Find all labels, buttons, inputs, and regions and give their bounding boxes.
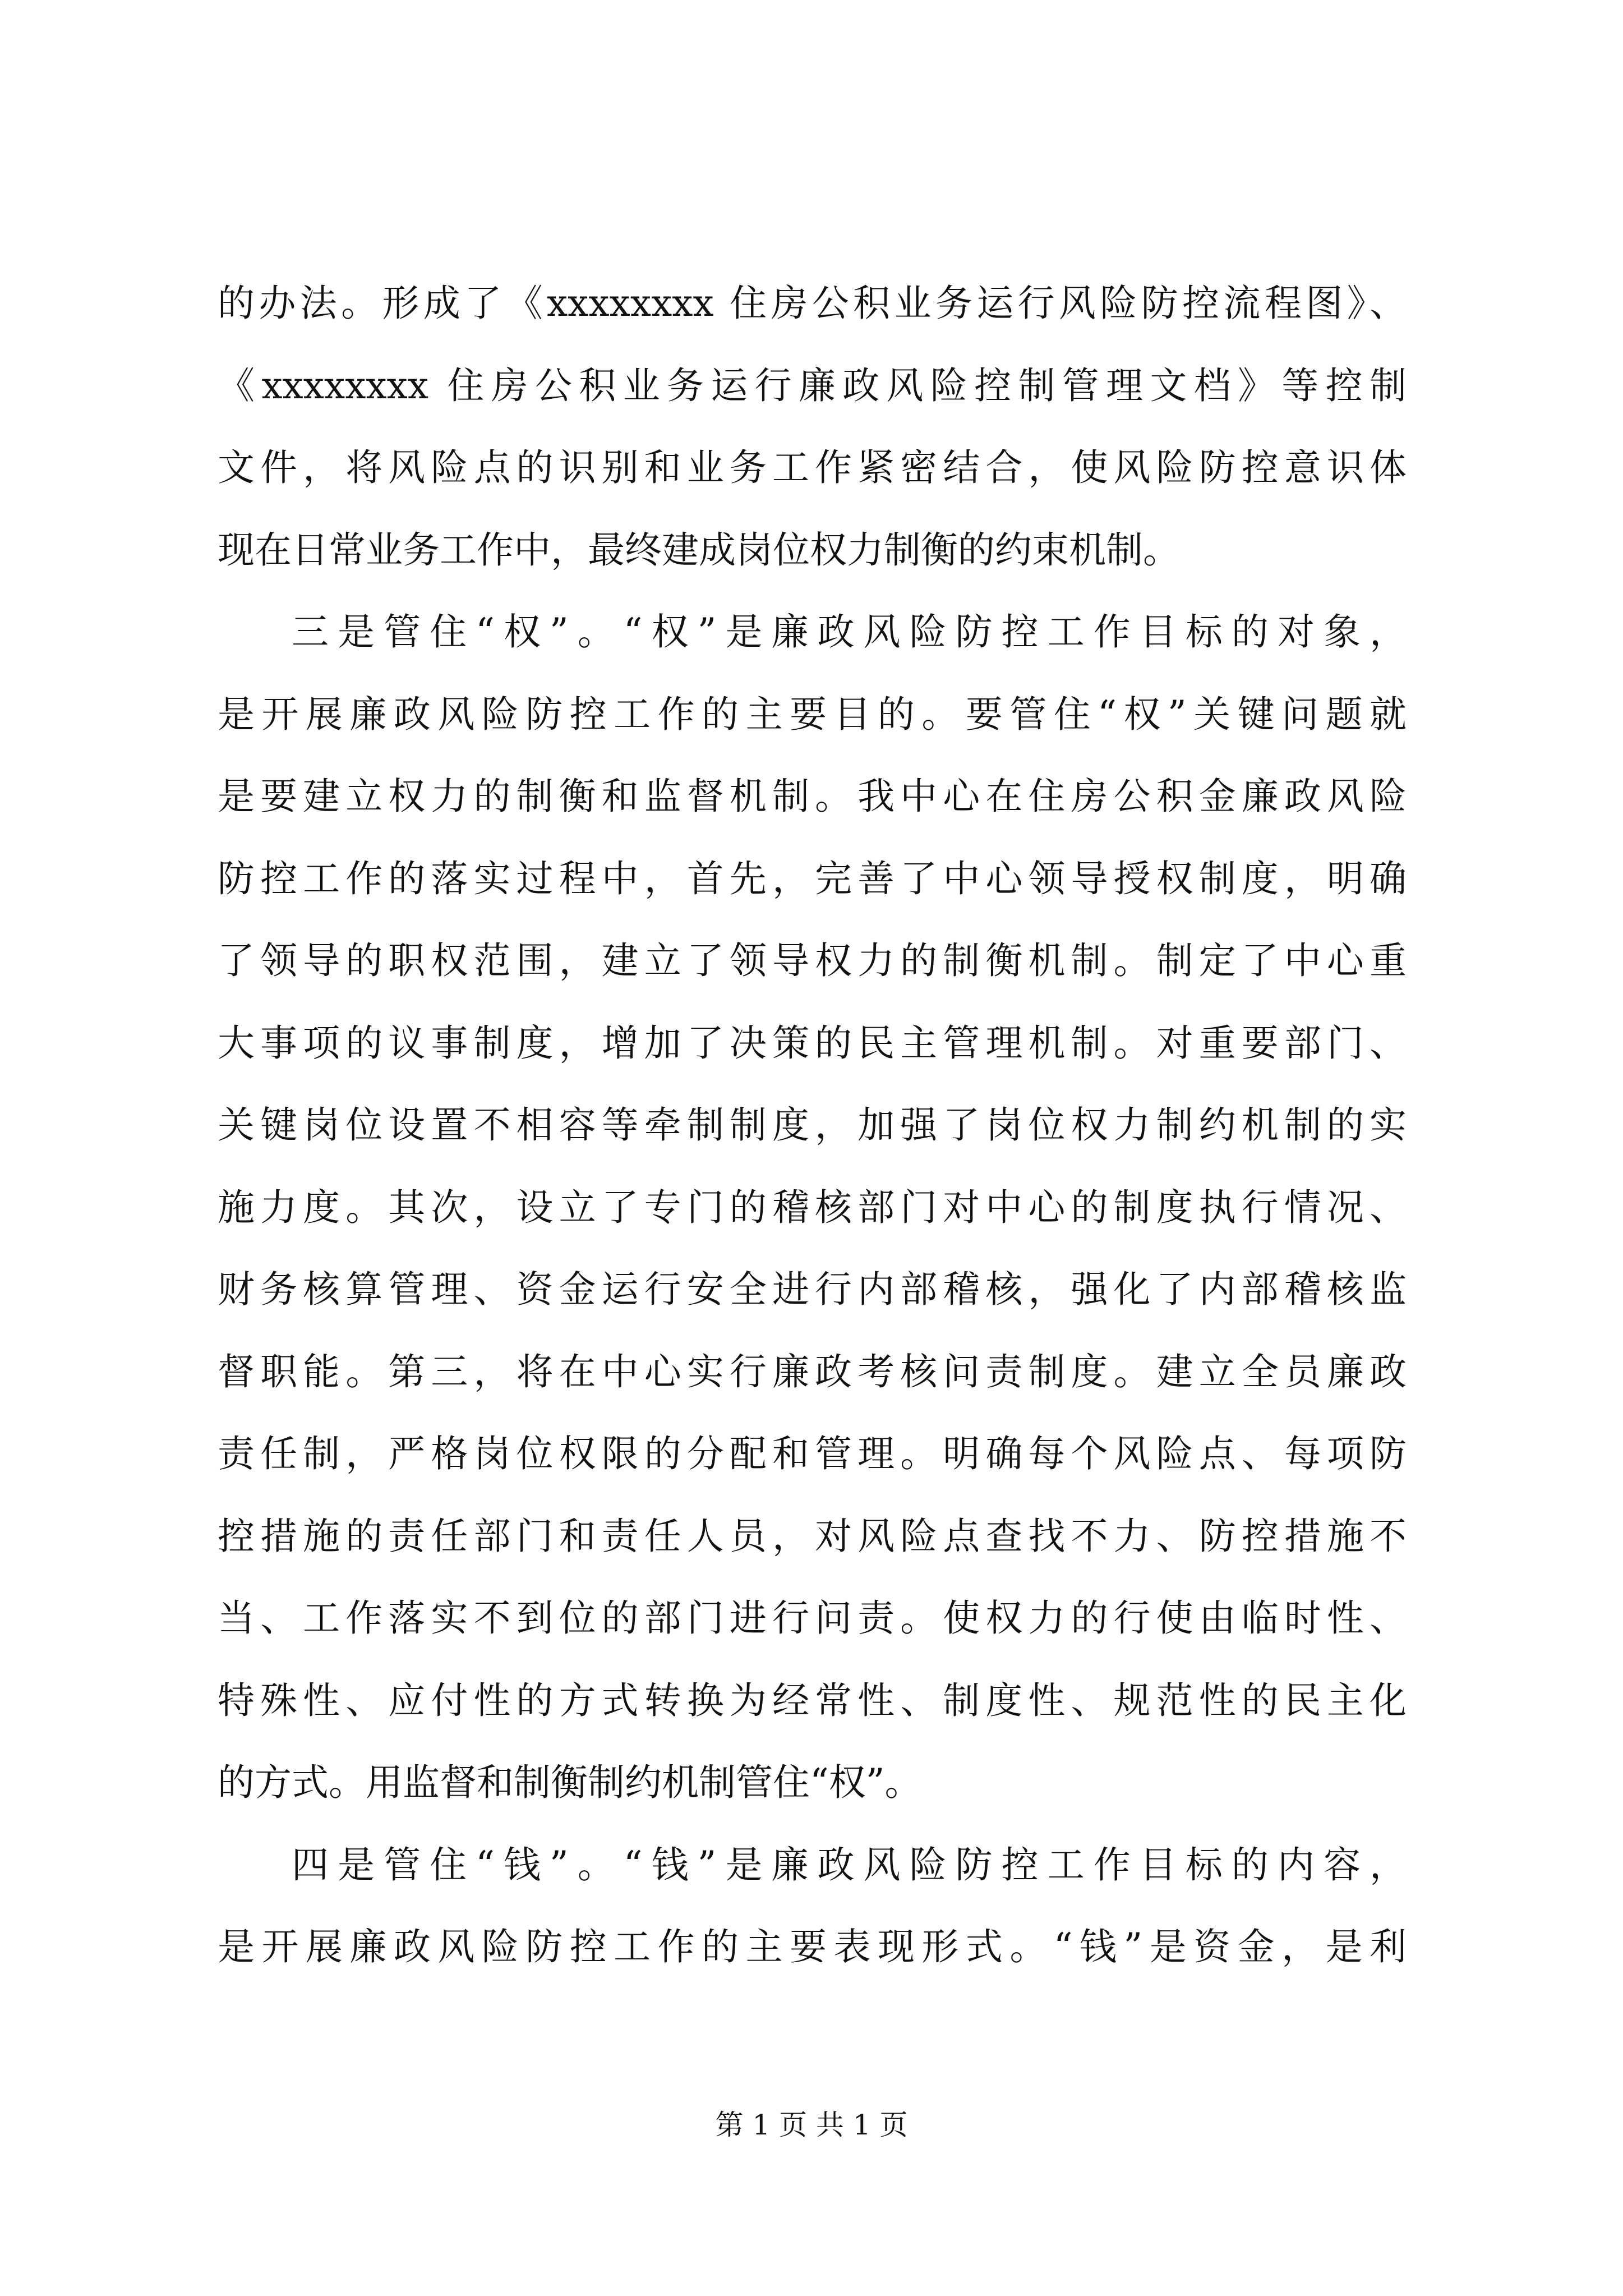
document-body xyxy=(218,263,1407,1989)
paragraph-start-line: 三是管住“权”。“权”是廉政风险防控工作目标的对象， xyxy=(292,610,1407,654)
paragraph-start-line: 四是管住“钱”。“钱”是廉政风险防控工作目标的内容， xyxy=(292,1843,1407,1887)
text-line: 防控工作的落实过程中，首先，完善了中心领导授权制度，明确 xyxy=(218,857,1407,900)
text-line: 现在日常业务工作中，最终建成岗位权力制衡的约束机制。 xyxy=(218,528,1180,572)
text-line: 了领导的职权范围，建立了领导权力的制衡机制。制定了中心重 xyxy=(218,939,1407,982)
text-line: 财务核算管理、资金运行安全进行内部稽核，强化了内部稽核监 xyxy=(218,1268,1407,1311)
text-line: 文件，将风险点的识别和业务工作紧密结合，使风险防控意识体 xyxy=(218,446,1407,489)
text-line: 督职能。第三，将在中心实行廉政考核问责制度。建立全员廉政 xyxy=(218,1350,1407,1393)
text-line: 是开展廉政风险防控工作的主要表现形式。“钱”是资金，是利 xyxy=(218,1925,1407,1968)
page-footer: 第 1 页 共 1 页 xyxy=(715,2109,908,2141)
text-line: 控措施的责任部门和责任人员，对风险点查找不力、防控措施不 xyxy=(218,1514,1407,1558)
text-line: 是要建立权力的制衡和监督机制。我中心在住房公积金廉政风险 xyxy=(218,775,1407,818)
text-line: 特殊性、应付性的方式转换为经常性、制度性、规范性的民主化 xyxy=(218,1678,1407,1722)
text-line: 《xxxxxxxx 住房公积业务运行廉政风险控制管理文档》等控制 xyxy=(218,364,1407,407)
text-line: 是开展廉政风险防控工作的主要目的。要管住“权”关键问题就 xyxy=(218,692,1407,736)
text-line: 关键岗位设置不相容等牵制制度，加强了岗位权力制约机制的实 xyxy=(218,1103,1407,1147)
text-line: 当、工作落实不到位的部门进行问责。使权力的行使由临时性、 xyxy=(218,1596,1407,1640)
text-line: 的办法。形成了《xxxxxxxx 住房公积业务运行风险防控流程图》、 xyxy=(218,282,1407,325)
text-line: 的方式。用监督和制衡制约机制管住“权”。 xyxy=(218,1761,922,1804)
text-line: 大事项的议事制度，增加了决策的民主管理机制。对重要部门、 xyxy=(218,1021,1407,1065)
text-line: 责任制，严格岗位权限的分配和管理。明确每个风险点、每项防 xyxy=(218,1432,1407,1475)
text-line: 施力度。其次，设立了专门的稽核部门对中心的制度执行情况、 xyxy=(218,1185,1407,1229)
